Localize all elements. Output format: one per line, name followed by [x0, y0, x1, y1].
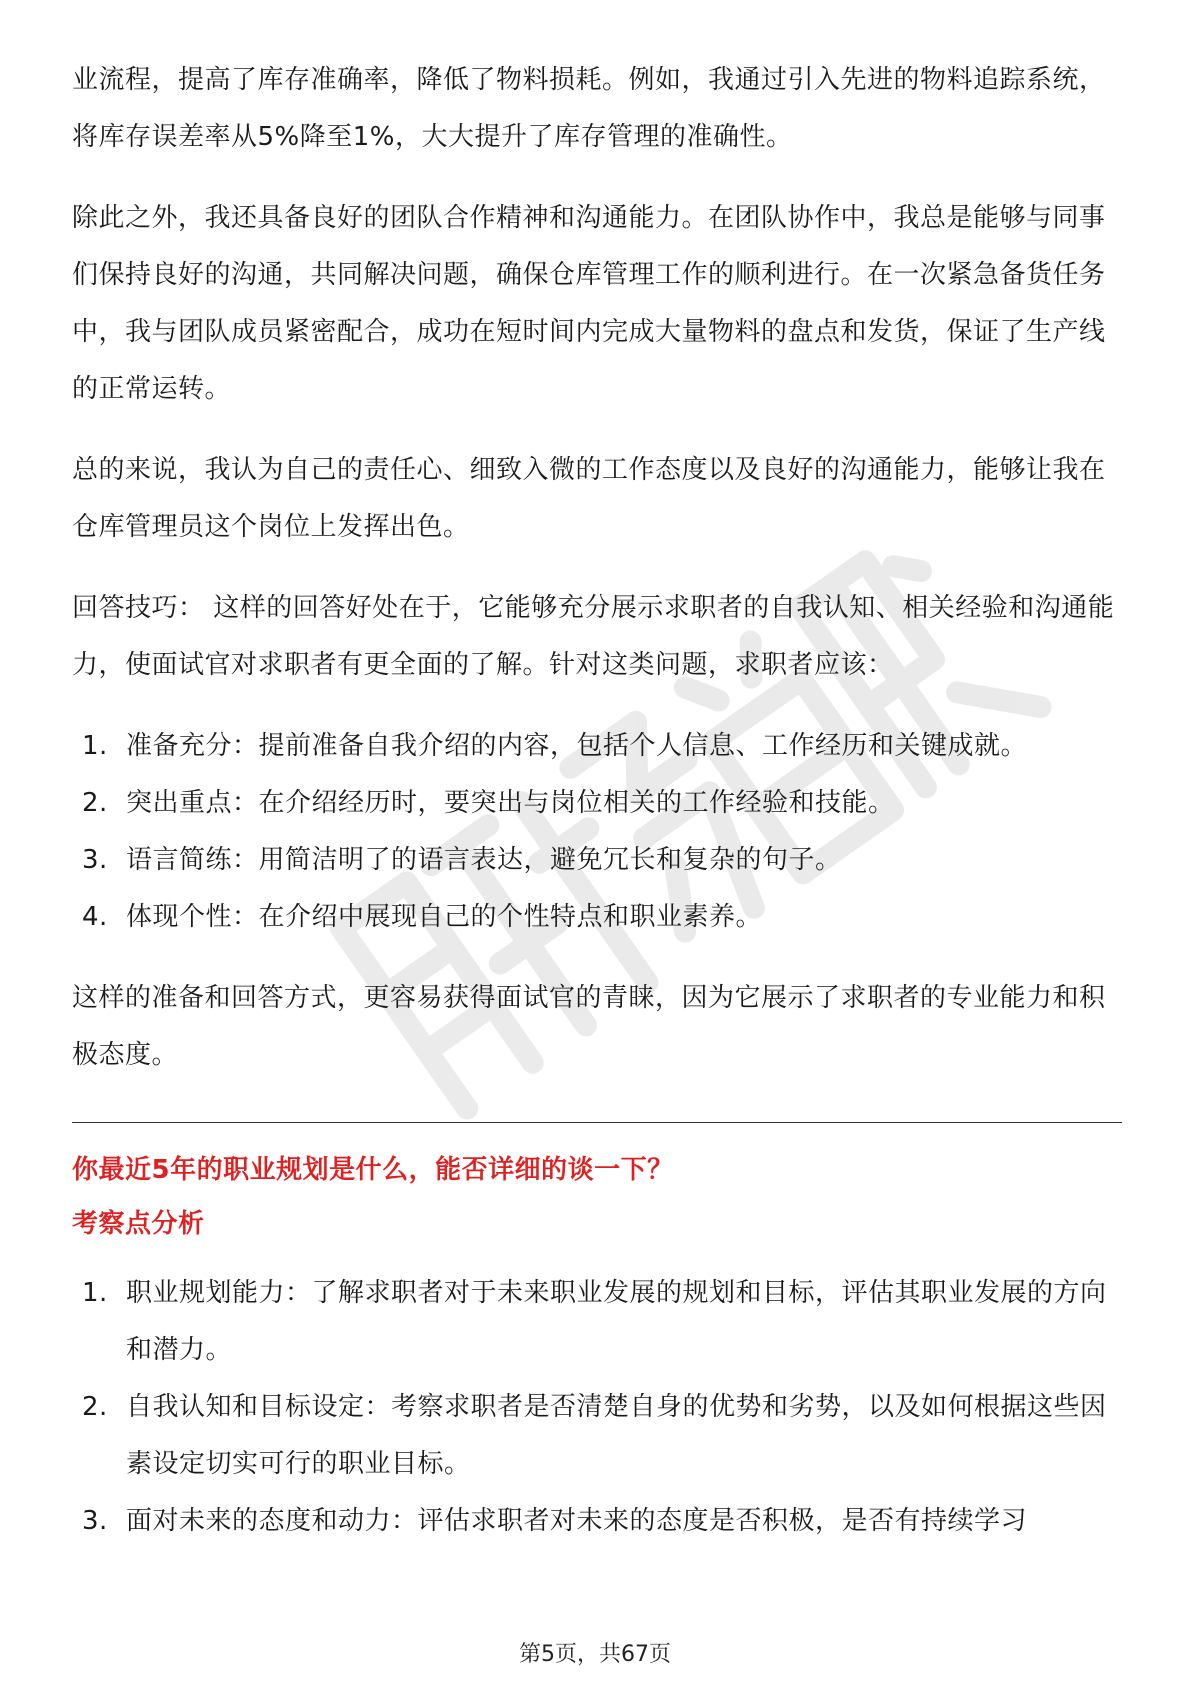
list-text: 突出重点：在介绍经历时，要突出与岗位相关的工作经验和技能。 — [126, 788, 895, 818]
list-item — [72, 889, 1122, 946]
list-item — [72, 1493, 1122, 1550]
list-item — [72, 775, 1122, 832]
list-number: 3. — [82, 845, 108, 875]
list-number: 4. — [82, 902, 108, 932]
list-number: 2. — [82, 788, 108, 818]
paragraph-summary: 总的来说，我认为自己的责任心、细致入微的工作态度以及良好的沟通能力，能够让我在仓库管理员这个岗位上发挥出色。 — [72, 455, 1106, 542]
analysis-list — [72, 1265, 1122, 1550]
list-number: 1. — [82, 1278, 108, 1308]
paragraph-tips: 回答技巧： 这样的回答好处在于，它能够充分展示求职者的自我认知、相关经验和沟通能力，使面试官对求职者有更全面的了解。针对这类问题，求职者应该： — [72, 593, 1115, 680]
paragraph-closing: 这样的准备和回答方式，更容易获得面试官的青睐，因为它展示了求职者的专业能力和积极态度。 — [72, 983, 1106, 1070]
list-number: 3. — [82, 1506, 108, 1536]
list-item — [72, 718, 1122, 775]
list-number: 1. — [82, 731, 108, 761]
list-text: 准备充分：提前准备自我介绍的内容，包括个人信息、工作经历和关键成就。 — [126, 731, 1028, 761]
list-text: 职业规划能力：了解求职者对于未来职业发展的规划和目标，评估其职业发展的方向和潜力。 — [126, 1278, 1107, 1365]
list-item — [72, 1265, 1122, 1379]
list-text: 自我认知和目标设定：考察求职者是否清楚自身的优势和劣势，以及如何根据这些因素设定切实可行的职业目标。 — [126, 1392, 1107, 1479]
tips-list — [72, 718, 1122, 946]
question-title: 你最近5年的职业规划是什么，能否详细的谈一下？ — [72, 1155, 674, 1185]
list-text: 面对未来的态度和动力：评估求职者对未来的态度是否积极，是否有持续学习 — [126, 1506, 1028, 1536]
list-number: 2. — [82, 1392, 108, 1422]
list-item — [72, 1379, 1122, 1493]
section-divider — [72, 1122, 1122, 1123]
paragraph-teamwork: 除此之外，我还具备良好的团队合作精神和沟通能力。在团队协作中，我总是能够与同事们保持良好的沟通，共同解决问题，确保仓库管理工作的顺利进行。在一次紧急备货任务中，我与团队成员紧密配合，成功在短时间内完成大量物料的盘点和发货，保证了生产线的正常运转。 — [72, 203, 1106, 404]
list-text: 语言简练：用简洁明了的语言表达，避免冗长和复杂的句子。 — [126, 845, 842, 875]
page-footer: 第5页，共67页 — [519, 1642, 671, 1667]
question-subtitle: 考察点分析 — [72, 1209, 205, 1239]
list-item — [72, 832, 1122, 889]
list-text: 体现个性：在介绍中展现自己的个性特点和职业素养。 — [126, 902, 763, 932]
paragraph-intro: 业流程，提高了库存准确率，降低了物料损耗。例如，我通过引入先进的物料追踪系统，将库存误差率从5%降至1%，大大提升了库存管理的准确性。 — [72, 65, 1106, 152]
document-page — [72, 52, 1122, 1574]
